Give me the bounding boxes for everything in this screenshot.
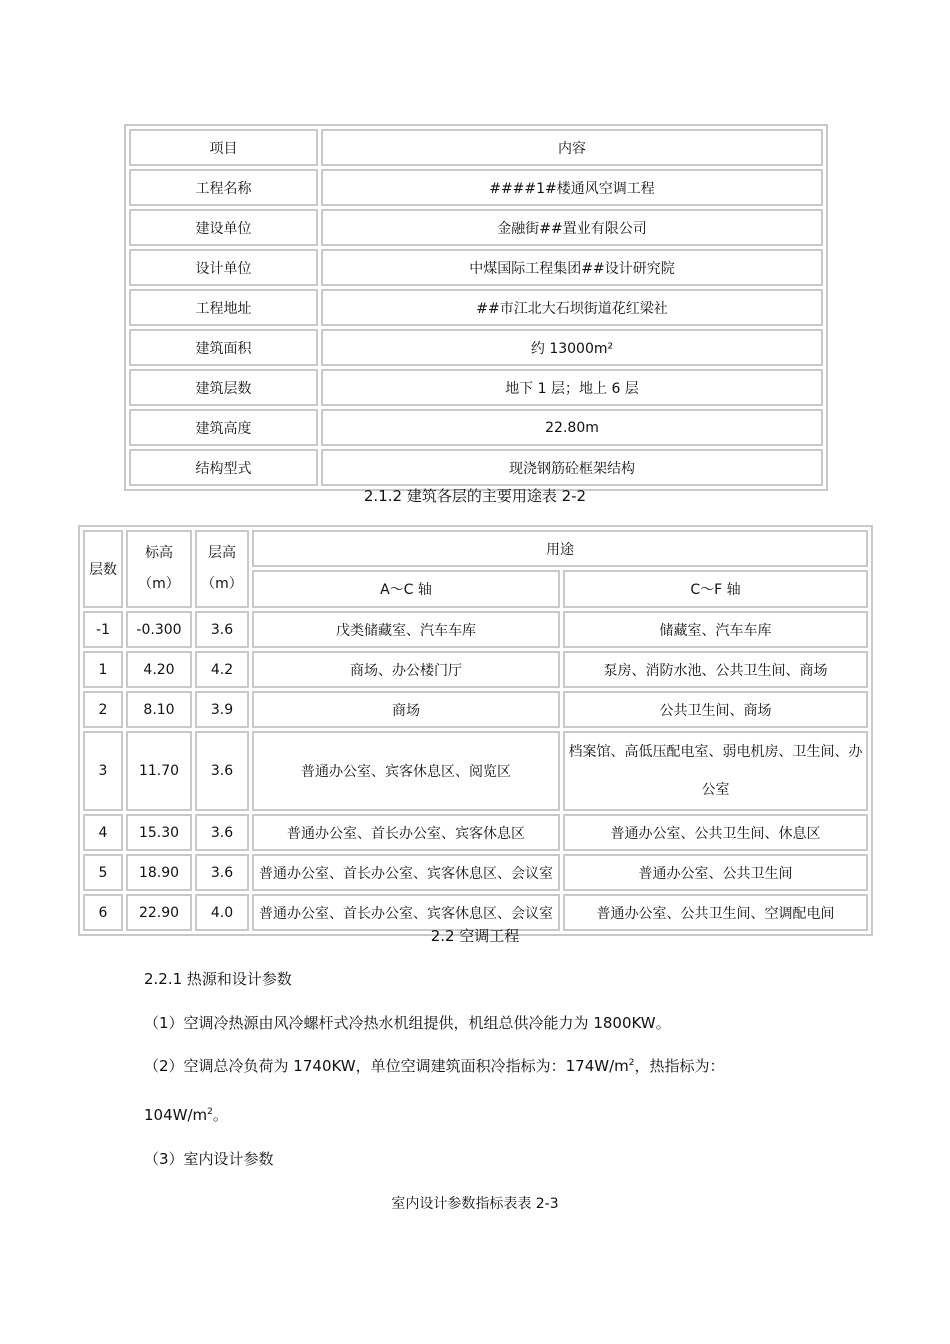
paragraph-2-continued xyxy=(144,1104,228,1125)
row-value: 中煤国际工程集团##设计研究院 xyxy=(321,249,823,286)
cell-usage-c-f: 普通办公室、公共卫生间、休息区 xyxy=(563,814,868,851)
header-floor-height-label: 层高 xyxy=(208,545,236,561)
row-label: 结构型式 xyxy=(129,449,318,486)
row-value: ##市江北大石坝街道花红梁社 xyxy=(321,289,823,326)
table-row xyxy=(83,731,868,811)
cell-usage-a-c: 戊类储藏室、汽车车库 xyxy=(252,611,560,648)
cell-floor-height: 3.9 xyxy=(195,691,249,728)
project-info-table xyxy=(124,124,828,491)
table-row xyxy=(83,814,868,851)
header-elevation xyxy=(126,530,192,608)
cell-floor: 4 xyxy=(83,814,123,851)
superscript: 2 xyxy=(207,1107,213,1117)
cell-usage-c-f: 储藏室、汽车车库 xyxy=(563,611,868,648)
table-row xyxy=(129,409,823,446)
table-header-row xyxy=(83,530,868,567)
header-floor-height-unit: （m） xyxy=(201,576,243,592)
row-value: 金融街##置业有限公司 xyxy=(321,209,823,246)
row-value: 22.80m xyxy=(321,409,823,446)
paragraph-3: （3）室内设计参数 xyxy=(144,1150,274,1168)
cell-usage-c-f-line2: 公室 xyxy=(701,782,730,798)
header-content: 内容 xyxy=(321,129,823,166)
header-axis-c-f: C～F 轴 xyxy=(563,570,868,608)
table-row xyxy=(129,369,823,406)
cell-floor-height: 4.0 xyxy=(195,894,249,931)
cell-floor-height: 3.6 xyxy=(195,611,249,648)
cell-usage-c-f: 普通办公室、公共卫生间 xyxy=(563,854,868,891)
cell-usage-a-c: 商场、办公楼门厅 xyxy=(252,651,560,688)
table-row xyxy=(83,854,868,891)
cell-usage-c-f: 普通办公室、公共卫生间、空调配电间 xyxy=(563,894,868,931)
row-label: 工程地址 xyxy=(129,289,318,326)
cell-floor: 5 xyxy=(83,854,123,891)
cell-usage-a-c: 普通办公室、首长办公室、宾客休息区、会议室 xyxy=(252,894,560,931)
header-elevation-unit: （m） xyxy=(138,576,180,592)
cell-usage-a-c: 普通办公室、宾客休息区、阅览区 xyxy=(252,731,560,811)
superscript: 2 xyxy=(628,1058,635,1068)
row-value: 现浇钢筋砼框架结构 xyxy=(321,449,823,486)
row-value: 约 13000m² xyxy=(321,329,823,366)
table-row xyxy=(129,209,823,246)
cell-elevation: 11.70 xyxy=(126,731,192,811)
paragraph-2-part-a: （2）空调总冷负荷为 1740KW，单位空调建筑面积冷指标为：174W/m xyxy=(144,1057,629,1075)
cell-usage-a-c: 商场 xyxy=(252,691,560,728)
table-row xyxy=(129,249,823,286)
cell-elevation: 22.90 xyxy=(126,894,192,931)
cell-floor: 6 xyxy=(83,894,123,931)
table-row xyxy=(129,289,823,326)
table-row xyxy=(129,449,823,486)
cell-floor-height: 3.6 xyxy=(195,854,249,891)
header-floor-height xyxy=(195,530,249,608)
row-label: 工程名称 xyxy=(129,169,318,206)
row-label: 建筑层数 xyxy=(129,369,318,406)
cell-usage-c-f: 公共卫生间、商场 xyxy=(563,691,868,728)
section-2-2-heading: 2.2 空调工程 xyxy=(430,927,520,945)
header-floor: 层数 xyxy=(83,530,123,608)
cell-floor: -1 xyxy=(83,611,123,648)
cell-floor-height: 4.2 xyxy=(195,651,249,688)
paragraph-1: （1）空调冷热源由风冷螺杆式冷热水机组提供，机组总供冷能力为 1800KW。 xyxy=(144,1014,671,1032)
cell-usage-a-c: 普通办公室、首长办公室、宾客休息区、会议室 xyxy=(252,854,560,891)
cell-floor: 3 xyxy=(83,731,123,811)
cell-usage-a-c: 普通办公室、首长办公室、宾客休息区 xyxy=(252,814,560,851)
table-header-row xyxy=(129,129,823,166)
row-label: 设计单位 xyxy=(129,249,318,286)
header-axis-a-c: A～C 轴 xyxy=(252,570,560,608)
table-row xyxy=(129,329,823,366)
cell-elevation: 18.90 xyxy=(126,854,192,891)
cell-usage-c-f: 泵房、消防水池、公共卫生间、商场 xyxy=(563,651,868,688)
table-2-2-caption: 2.1.2 建筑各层的主要用途表 2-2 xyxy=(363,487,587,505)
paragraph-2-part-c: 104W/m xyxy=(144,1106,208,1124)
floor-usage-table xyxy=(78,525,873,936)
cell-elevation: 4.20 xyxy=(126,651,192,688)
paragraph-2 xyxy=(144,1055,725,1076)
cell-floor-height: 3.6 xyxy=(195,814,249,851)
row-label: 建筑高度 xyxy=(129,409,318,446)
row-value: ####1#楼通风空调工程 xyxy=(321,169,823,206)
cell-usage-c-f-line1: 档案馆、高低压配电室、弱电机房、卫生间、办 xyxy=(568,744,863,760)
cell-floor: 2 xyxy=(83,691,123,728)
cell-elevation: 8.10 xyxy=(126,691,192,728)
cell-floor: 1 xyxy=(83,651,123,688)
cell-floor-height: 3.6 xyxy=(195,731,249,811)
table-row xyxy=(83,651,868,688)
paragraph-2-part-b: ，热指标为： xyxy=(634,1057,725,1075)
cell-elevation: 15.30 xyxy=(126,814,192,851)
row-label: 建设单位 xyxy=(129,209,318,246)
section-2-2-1-heading: 2.2.1 热源和设计参数 xyxy=(144,970,292,988)
header-elevation-label: 标高 xyxy=(145,545,173,561)
header-usage: 用途 xyxy=(252,530,868,567)
header-item: 项目 xyxy=(129,129,318,166)
cell-elevation: -0.300 xyxy=(126,611,192,648)
paragraph-2-part-d: 。 xyxy=(212,1106,228,1124)
table-row xyxy=(83,691,868,728)
table-row xyxy=(83,611,868,648)
row-value: 地下 1 层；地上 6 层 xyxy=(321,369,823,406)
row-label: 建筑面积 xyxy=(129,329,318,366)
table-2-3-caption: 室内设计参数指标表表 2-3 xyxy=(391,1196,559,1212)
cell-usage-c-f xyxy=(563,731,868,811)
table-row xyxy=(129,169,823,206)
